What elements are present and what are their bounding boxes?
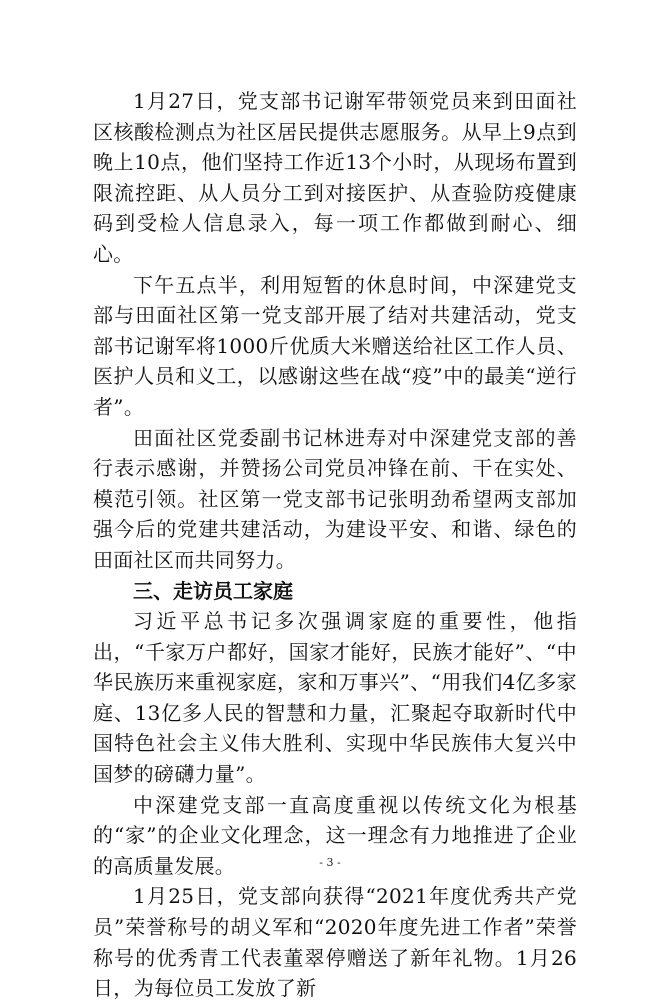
paragraph-family-importance: 习近平总书记多次强调家庭的重要性，他指出，“千家万户都好，国家才能好，民族才能好”、“中华民族历来重视家庭，家和万事兴”、“用我们4亿多家庭、13亿多人民的智慧和力量，汇聚起夺取新时代中国特色社会主义伟大胜利、实现中华民族伟大复兴中国梦的磅礴力量”。 xyxy=(93,609,577,787)
section-heading: 三、走访员工家庭 xyxy=(133,578,293,603)
paragraph-volunteer-service: 1月27日，党支部书记谢军带领党员来到田面社区核酸检测点为社区居民提供志愿服务。从早上9点到晚上10点，他们坚持工作近13个小时，从现场布置到限流控距、从人员分工到对接医护、从查验防疫健康码到受检人信息录入，每一项工作都做到耐心、细心。 xyxy=(93,89,577,266)
paragraph-community-thanks: 田面社区党委副书记林进寿对中深建党支部的善行表示感谢，并赞扬公司党员冲锋在前、干在实处、模范引领。社区第一党支部书记张明劲希望两支部加强今后的党建共建活动，为建设平安、和谐、绿色的田面社区而共同努力。 xyxy=(93,425,577,572)
paragraph-new-year-gifts: 1月25日，党支部向获得“2021年度优秀共产党员”荣誉称号的胡义军和“2020年度先进工作者”荣誉称号的优秀青工代表董翠停赠送了新年礼物。1月26日，为每位员工发放了新 xyxy=(93,884,577,1001)
page-number: - 3 - xyxy=(319,856,341,869)
paragraph-family-culture: 中深建党支部一直高度重视以传统文化为根基的“家”的企业文化理念，这一理念有力地推进了企业的高质量发展。 xyxy=(93,792,577,878)
paragraph-joint-building: 下午五点半，利用短暂的休息时间，中深建党支部与田面社区第一党支部开展了结对共建活动，党支部书记谢军将1000斤优质大米赠送给社区工作人员、医护人员和义工，以感谢这些在战“疫”中的最美“逆行者”。 xyxy=(93,272,577,419)
